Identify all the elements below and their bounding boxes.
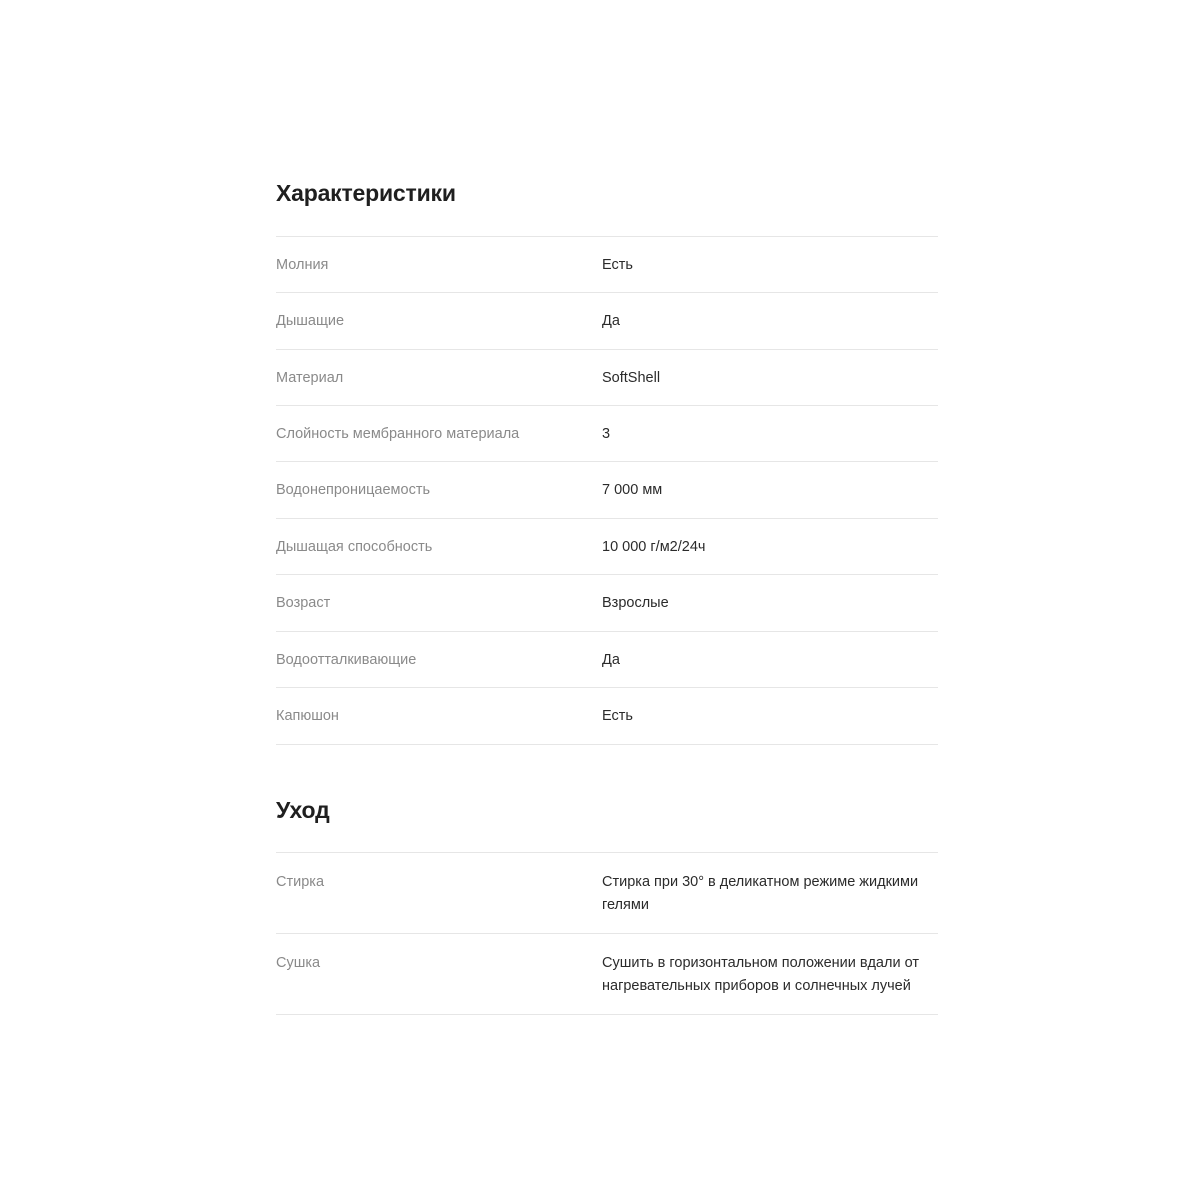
spec-label: Материал <box>276 369 344 386</box>
spec-value: Сушить в горизонтальном положении вдали от нагревательных приборов и солнечных лучей <box>602 955 919 994</box>
table-row <box>276 349 938 405</box>
table-row <box>276 518 938 574</box>
spec-value: Стирка при 30° в деликатном режиме жидкими гелями <box>602 874 919 913</box>
characteristics-table <box>276 236 938 745</box>
spec-value: 7 000 мм <box>602 482 663 499</box>
table-row <box>276 688 938 744</box>
spec-value: Есть <box>602 256 633 273</box>
spec-label: Возраст <box>276 595 331 612</box>
spec-label: Дышащие <box>276 313 345 330</box>
section-characteristics <box>276 180 938 745</box>
table-row <box>276 406 938 462</box>
spec-label: Водоотталкивающие <box>276 651 417 668</box>
specs-content <box>276 180 938 1015</box>
characteristics-table-body <box>276 236 938 744</box>
care-table <box>276 852 938 1015</box>
spec-value: Взрослые <box>602 595 669 612</box>
spec-label: Сушка <box>276 955 321 972</box>
table-row <box>276 462 938 518</box>
spec-label: Дышащая способность <box>276 538 433 555</box>
spec-value: 10 000 г/м2/24ч <box>602 538 706 555</box>
section-care <box>276 797 938 1015</box>
spec-label: Водонепроницаемость <box>276 482 431 499</box>
spec-value: Есть <box>602 708 633 725</box>
spec-value: SoftShell <box>602 369 661 386</box>
care-title: Уход <box>276 796 330 823</box>
care-table-body <box>276 853 938 1015</box>
table-row <box>276 934 938 1015</box>
table-row <box>276 293 938 349</box>
spec-label: Стирка <box>276 874 325 891</box>
table-row <box>276 631 938 687</box>
table-row <box>276 853 938 934</box>
spec-label: Молния <box>276 256 329 273</box>
spec-value: Да <box>602 313 620 330</box>
page-title: Характеристики <box>276 180 456 206</box>
table-row <box>276 236 938 292</box>
spec-value: 3 <box>602 426 611 442</box>
spec-value: Да <box>602 651 620 668</box>
spec-label: Слойность мембранного материала <box>276 426 520 442</box>
table-row <box>276 575 938 631</box>
spec-label: Капюшон <box>276 708 339 725</box>
